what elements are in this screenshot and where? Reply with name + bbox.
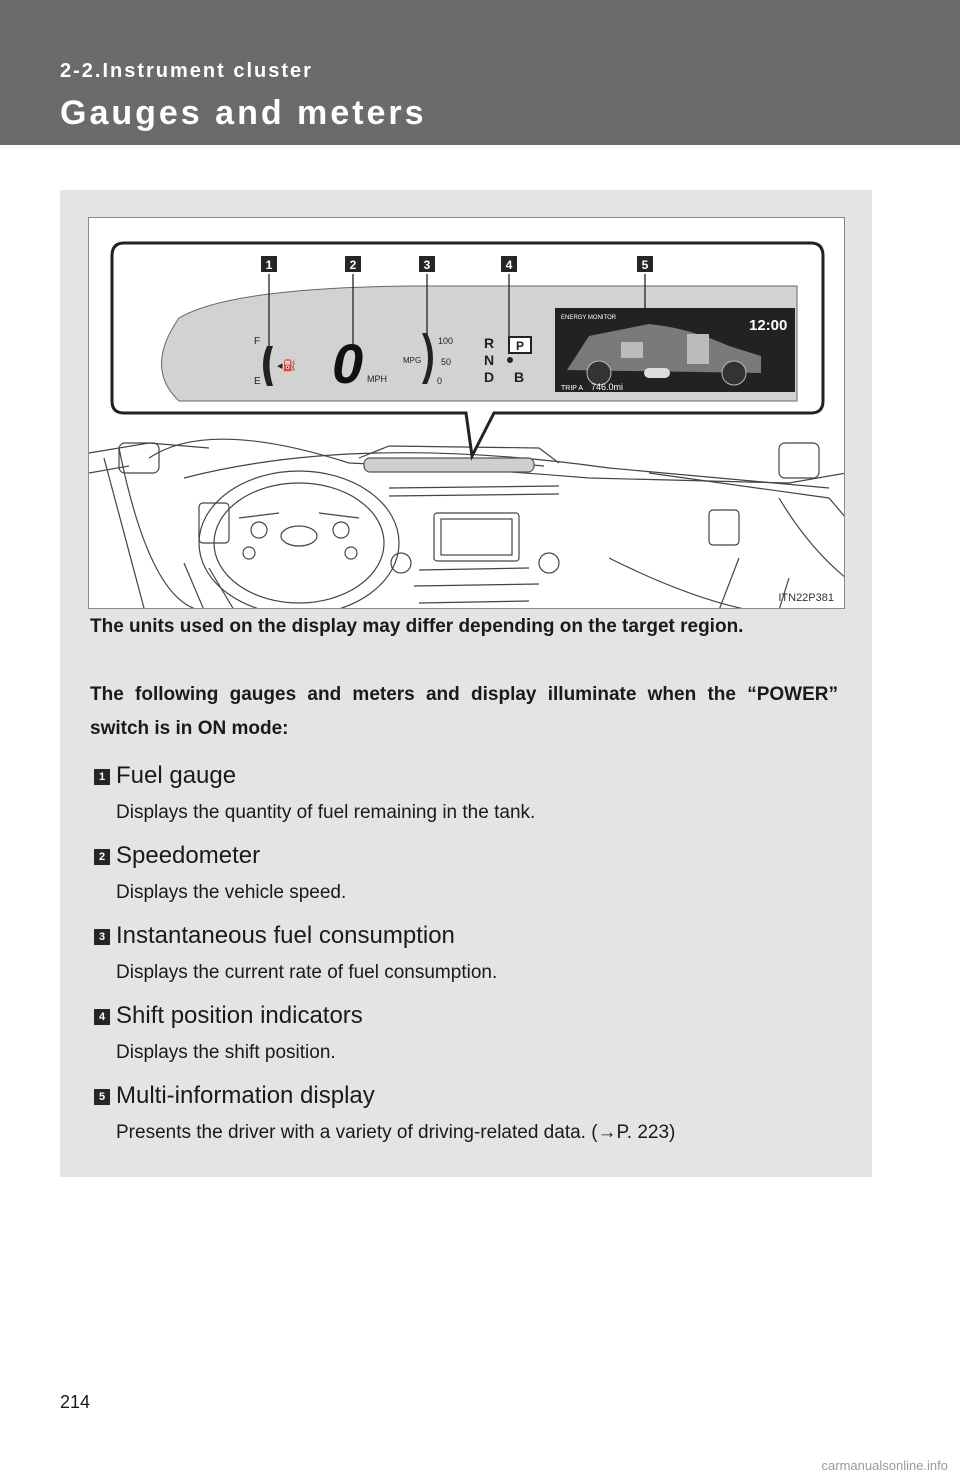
mpg-0: 0 (437, 376, 443, 386)
page-number: 214 (60, 1392, 91, 1412)
chapter-header (0, 0, 960, 145)
multi-information-display (555, 308, 795, 392)
watermark: carmanualsonline.info (821, 1458, 948, 1473)
fuel-full-label: F (254, 336, 261, 347)
shift-p: P (515, 339, 525, 353)
item-number: 1 (94, 769, 110, 785)
callout-2: 2 (349, 258, 357, 272)
shift-d: D (484, 369, 495, 385)
section-label: 2-2.Instrument cluster (60, 60, 313, 82)
figure-code: ITN22P381 (778, 592, 834, 604)
item-description: Displays the quantity of fuel remaining in the tank. (116, 802, 536, 823)
item-description: Presents the driver with a variety of driving-related data. (→P. 223) (116, 1122, 676, 1143)
item-title: Multi-information display (116, 1082, 375, 1109)
item-description: Displays the shift position. (116, 1042, 336, 1063)
item-title: Shift position indicators (116, 1002, 363, 1029)
item-number: 2 (94, 849, 110, 865)
fuel-pump-icon: ◂⛽ (277, 360, 297, 372)
mid-odo: 746.0mi (591, 382, 624, 392)
mpg-label: MPG (403, 356, 422, 365)
item-number: 4 (94, 1009, 110, 1025)
item-title: Instantaneous fuel consumption (116, 922, 455, 949)
mid-title: ENERGY MONITOR (561, 315, 617, 321)
item-title: Speedometer (116, 842, 261, 869)
intro-units-note: The units used on the display may differ depending on the target region. (90, 616, 744, 637)
fuel-empty-label: E (254, 376, 261, 387)
callout-1: 1 (265, 258, 273, 272)
mid-trip: TRIP A (561, 385, 584, 392)
shift-b: B (514, 369, 525, 385)
item-number: 3 (94, 929, 110, 945)
item-title: Fuel gauge (116, 762, 237, 789)
intro-power-note: The following gauges and meters and display illuminate when the “POWER” switch is in ON mode: (90, 684, 838, 739)
item-number: 5 (94, 1089, 110, 1105)
mpg-50: 50 (441, 357, 452, 367)
dashboard-line-art (89, 439, 845, 609)
item-description: Displays the current rate of fuel consumption. (116, 962, 498, 983)
callout-4: 4 (505, 258, 513, 272)
callout-5: 5 (641, 258, 649, 272)
speed-value: 0 (332, 332, 364, 395)
mid-clock: 12:00 (749, 317, 788, 334)
item-description: Displays the vehicle speed. (116, 882, 347, 903)
instrument-cluster-illustration (88, 217, 845, 609)
callout-3: 3 (423, 258, 431, 272)
shift-n: N (484, 352, 495, 368)
page-title: Gauges and meters (60, 94, 427, 132)
shift-r: R (484, 335, 495, 351)
speed-unit: MPH (367, 374, 387, 384)
mpg-100: 100 (438, 336, 454, 346)
